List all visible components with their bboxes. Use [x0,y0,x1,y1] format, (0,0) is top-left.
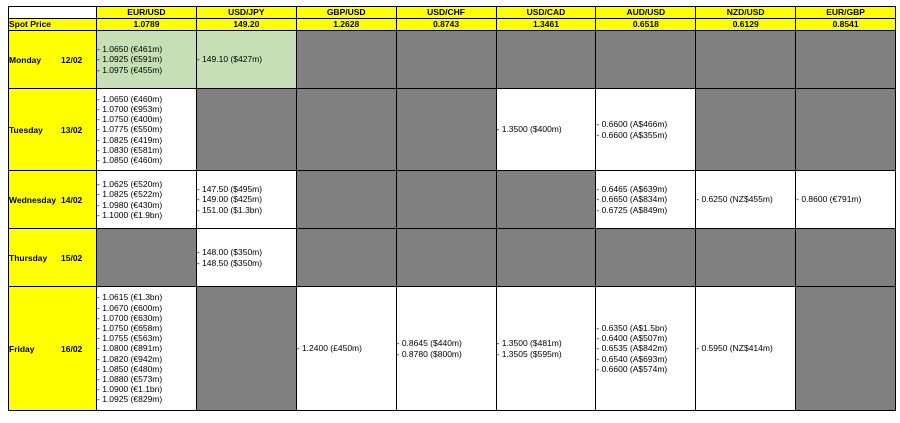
expiry-entry: - 1.0800 (€891m) [97,343,163,354]
expiry-cell [596,89,696,171]
spot-price-value: 0.6129 [696,19,796,31]
day-row [9,89,896,171]
day-row [9,31,896,89]
empty-cell [596,31,696,89]
expiry-entry: - 1.0900 (€1.1bn) [97,384,163,395]
spot-price-value: 0.8743 [396,19,496,31]
expiry-entry: - 0.6600 (A$355m) [596,129,668,140]
expiry-cell [196,171,296,229]
empty-cell [196,89,296,171]
empty-cell [796,229,896,287]
empty-cell [396,31,496,89]
empty-cell [796,31,896,89]
expiry-cell [496,89,596,171]
currency-pair-header: GBP/USD [296,7,396,19]
day-name: Monday [9,54,42,65]
expiry-entry: - 1.0700 (€630m) [97,312,163,323]
expiry-entry: - 149.10 ($427m) [196,54,263,65]
day-row [9,171,896,229]
expiry-entry: - 1.0850 (€480m) [97,363,163,374]
day-row [9,229,896,287]
expiry-entry: - 1.0975 (€455m) [97,64,163,75]
expiry-entry: - 1.0775 (€550m) [97,124,163,135]
day-label-cell [9,229,97,287]
expiry-entry: - 149.00 ($425m) [196,194,263,205]
empty-cell [696,31,796,89]
expiry-entry: - 0.6465 (A$639m) [596,184,668,195]
day-label-cell [9,31,97,89]
empty-cell [296,89,396,171]
expiry-entry: - 1.0625 (€520m) [97,179,163,190]
expiry-entry: - 1.0830 (€581m) [97,144,163,155]
expiry-entry: - 1.0825 (€522m) [97,189,163,200]
expiry-cell [196,31,296,89]
expiry-cell [97,89,197,171]
expiry-entry: - 1.2400 (£450m) [296,343,362,354]
corner-cell [9,7,97,19]
empty-cell [196,287,296,411]
expiry-entry: - 1.0750 (€658m) [97,322,163,333]
expiry-entry: - 1.1000 (€1.9bn) [97,209,163,220]
expiry-cell [696,171,796,229]
day-name: Thursday [9,252,48,263]
spot-price-value: 1.2628 [296,19,396,31]
expiry-entry: - 0.6535 (A$842m) [596,343,668,354]
expiry-entry: - 1.0980 (€430m) [97,199,163,210]
expiry-entry: - 1.0925 (€591m) [97,54,163,65]
expiry-cell [696,287,796,411]
expiry-cell [596,287,696,411]
empty-cell [296,229,396,287]
currency-pair-header: USD/JPY [196,7,296,19]
expiry-entry: - 1.0820 (€942m) [97,353,163,364]
spot-price-value: 1.3461 [496,19,596,31]
expiry-entry: - 147.50 ($495m) [196,184,263,195]
expiry-entry: - 1.3500 ($400m) [496,124,562,135]
expiry-entry: - 0.8600 (€791m) [796,194,862,205]
empty-cell [396,229,496,287]
expiry-entry: - 1.0880 (€573m) [97,374,163,384]
day-name: Tuesday [9,124,43,135]
expiry-cell [596,171,696,229]
expiry-entry: - 1.3500 ($481m) [496,338,562,349]
expiry-entry: - 1.0700 (€953m) [97,103,163,114]
expiry-entry: - 0.6725 (A$849m) [596,204,668,215]
currency-pair-header: USD/CHF [396,7,496,19]
expiry-entry: - 0.8645 ($440m) [396,338,462,349]
expiry-entry: - 0.6600 (A$574m) [596,363,668,374]
expiry-entry: - 1.0750 (€400m) [97,114,163,125]
expiry-entry: - 0.6400 (A$507m) [596,333,668,344]
spot-price-value: 0.6518 [596,19,696,31]
empty-cell [296,31,396,89]
empty-cell [496,31,596,89]
expiry-cell [396,287,496,411]
day-date: 13/02 [61,124,83,135]
spot-price-row [9,19,896,31]
currency-pair-header: EUR/USD [97,7,197,19]
currency-pair-header: USD/CAD [496,7,596,19]
expiry-entry: - 1.0650 (€461m) [97,44,163,55]
currency-pair-header: AUD/USD [596,7,696,19]
spot-price-label: Spot Price [9,19,97,31]
fx-options-expiry-table [8,6,896,411]
empty-cell [696,229,796,287]
expiry-entry: - 0.6650 (A$834m) [596,194,668,205]
spot-price-value: 1.0789 [97,19,197,31]
expiry-entry: - 1.0755 (€563m) [97,333,163,344]
expiry-cell [496,287,596,411]
expiry-entry: - 0.6250 (NZ$455m) [696,194,773,205]
expiry-entry: - 0.5950 (NZ$414m) [696,343,773,354]
expiry-entry: - 1.0825 (€419m) [97,134,163,145]
expiry-entry: - 0.6350 (A$1.5bn) [596,322,668,333]
expiry-entry: - 1.0615 (€1.3bn) [97,292,163,303]
day-label-cell [9,287,97,411]
empty-cell [396,171,496,229]
day-row [9,287,896,411]
day-label-cell [9,171,97,229]
day-name: Wednesday [9,194,57,205]
spot-price-value: 0.8541 [796,19,896,31]
expiry-cell [296,287,396,411]
expiry-entry: - 0.8780 ($800m) [396,348,462,359]
day-date: 16/02 [61,343,83,354]
expiry-entry: - 1.0925 (€829m) [97,394,163,405]
expiry-entry: - 1.0850 (€460m) [97,155,163,165]
expiry-entry: - 1.3505 ($595m) [496,348,562,359]
expiry-cell [97,171,197,229]
spot-price-value: 149.20 [196,19,296,31]
day-date: 12/02 [61,54,83,65]
empty-cell [296,171,396,229]
empty-cell [696,89,796,171]
expiry-entry: - 0.6600 (A$466m) [596,119,668,130]
header-row [9,7,896,19]
expiry-entry: - 148.50 ($350m) [196,257,263,268]
day-date: 15/02 [61,252,83,263]
empty-cell [796,287,896,411]
expiry-cell [196,229,296,287]
empty-cell [97,229,197,287]
empty-cell [496,229,596,287]
expiry-entry: - 151.00 ($1.3bn) [196,204,263,215]
expiry-cell [796,171,896,229]
expiry-cell [97,31,197,89]
day-date: 14/02 [61,194,83,205]
day-name: Friday [9,343,35,354]
expiry-cell [97,287,197,411]
empty-cell [796,89,896,171]
empty-cell [596,229,696,287]
day-label-cell [9,89,97,171]
empty-cell [496,171,596,229]
expiry-entry: - 1.0650 (€460m) [97,93,163,104]
expiry-entry: - 0.6540 (A$693m) [596,353,668,364]
currency-pair-header: EUR/GBP [796,7,896,19]
expiry-entry: - 1.0670 (€600m) [97,302,163,313]
expiry-entry: - 148.00 ($350m) [196,247,263,258]
currency-pair-header: NZD/USD [696,7,796,19]
empty-cell [396,89,496,171]
